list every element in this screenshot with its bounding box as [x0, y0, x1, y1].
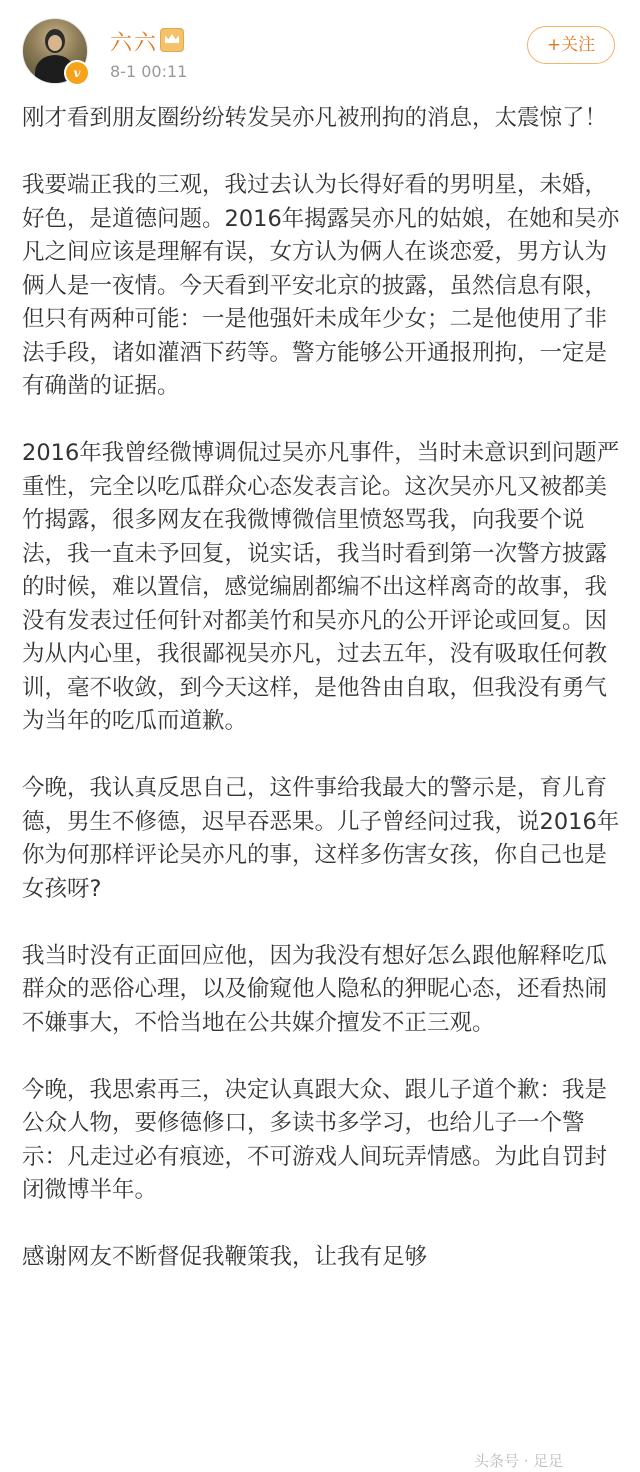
- verified-v-icon: v: [64, 60, 90, 86]
- post-paragraph: 我要端正我的三观，我过去认为长得好看的男明星，未婚，好色，是道德问题。2016年揭露吴亦凡的姑娘，在她和吴亦凡之间应该是理解有误，女方认为俩人在谈恋爱，男方认为俩人是一夜情。今天看到平安北京的披露，虽然信息有限，但只有两种可能：一是他强奸未成年少女；二是他使用了非法手段，诸如灌酒下药等。警方能够公开通报刑拘，一定是有确凿的证据。: [22, 172, 620, 399]
- post-content: [22, 102, 622, 1275]
- username[interactable]: 六六: [110, 31, 159, 56]
- post-paragraph: 我当时没有正面回应他，因为我没有想好怎么跟他解释吃瓜群众的恶俗心理，以及偷窥他人隐私的狎昵心态，还看热闹不嫌事大，不恰当地在公共媒介擅发不正三观。: [22, 942, 608, 1036]
- post-paragraph: 感谢网友不断督促我鞭策我，让我有足够: [22, 1244, 428, 1270]
- avatar-face: [48, 35, 62, 51]
- post-header: [0, 0, 640, 100]
- post-paragraph: 2016年我曾经微博调侃过吴亦凡事件，当时未意识到问题严重性，完全以吃瓜群众心态发表言论。这次吴亦凡又被都美竹揭露，很多网友在我微博微信里愤怒骂我，向我要个说法，我一直未予回复，说实话，我当时看到第一次警方披露的时候，难以置信，感觉编剧都编不出这样离奇的故事，我没有发表过任何针对都美竹和吴亦凡的公开评论或回复。因为从内心里，我很鄙视吴亦凡，过去五年，没有吸取任何教训，毫不收敛，到今天这样，是他咎由自取，但我没有勇气为当年的吃瓜而道歉。: [22, 440, 620, 734]
- post-paragraph: 今晚，我思索再三，决定认真跟大众、跟儿子道个歉：我是公众人物，要修德修口，多读书多学习，也给儿子一个警示：凡走过必有痕迹，不可游戏人间玩弄情感。为此自罚封闭微博半年。: [22, 1076, 608, 1203]
- crown-icon[interactable]: [160, 28, 184, 52]
- avatar[interactable]: [22, 18, 88, 84]
- post-paragraph: 今晚，我认真反思自己，这件事给我最大的警示是，育儿育德，男生不修德，迟早吞恶果。儿子曾经问过我，说2016年你为何那样评论吴亦凡的事，这样多伤害女孩，你自己也是女孩呀?: [22, 775, 620, 902]
- post-paragraph: 刚才看到朋友圈纷纷转发吴亦凡被刑拘的消息，太震惊了！: [22, 105, 608, 131]
- follow-button[interactable]: +关注: [527, 26, 615, 64]
- watermark: 头条号 · 足足: [474, 1452, 564, 1470]
- post-timestamp: 8-1 00:11: [110, 62, 188, 81]
